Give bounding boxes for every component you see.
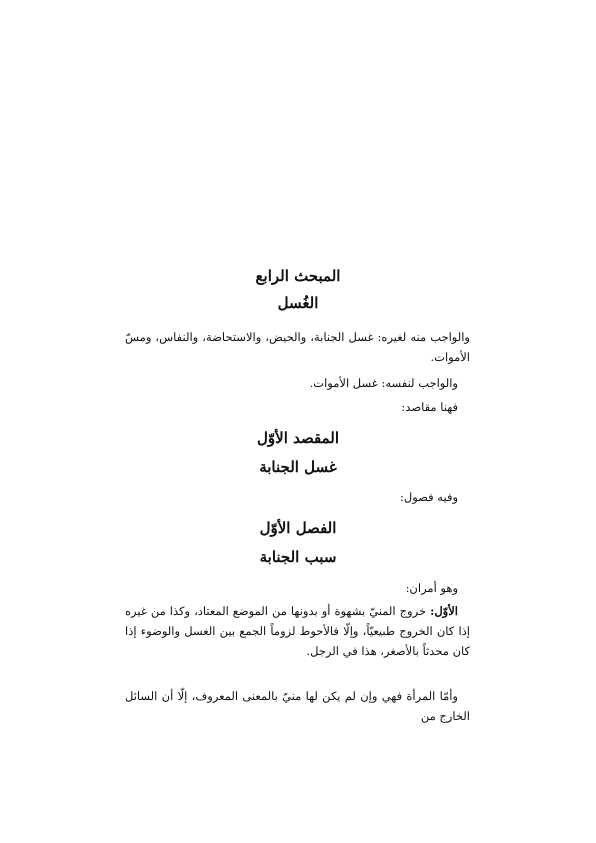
purpose-title: غسل الجنابة bbox=[259, 458, 337, 476]
purpose-intro: وفيه فصول: bbox=[400, 490, 458, 504]
section-title: الغُسل bbox=[277, 294, 319, 312]
chapter-intro: وهو أمران: bbox=[405, 581, 458, 595]
intro-paragraph-3: فهنا مقاصد: bbox=[401, 400, 458, 414]
purpose-heading: المقصد الأوّل bbox=[257, 429, 339, 447]
item-1-text: خروج المنيّ بشهوة أو بدونها من الموضع المعتاد، وكذا من غيره إذا كان الخروج طبيعيّاً، وإلّا فالأحوط لزوماً الجمع بين الغسل والوضوء إذا كان محدثاً بالأصغر، هذا في الرجل. bbox=[125, 604, 470, 658]
item-1-paragraph bbox=[125, 601, 470, 661]
chapter-heading: الفصل الأوّل bbox=[259, 519, 337, 537]
intro-paragraph-1: والواجب منه لغيره: غسل الجنابة، والحيض، والاستحاضة، والنفاس، ومسّ الأموات. bbox=[125, 330, 470, 364]
item-2-paragraph: وأمّا المرأة فهي وإن لم يكن لها منيّ بالمعنى المعروف، إلّا أن السائل الخارج من bbox=[125, 689, 470, 723]
item-1-label: الأوّل: bbox=[430, 604, 458, 618]
section-heading: المبحث الرابع bbox=[255, 267, 341, 285]
chapter-title: سبب الجنابة bbox=[259, 548, 337, 566]
intro-paragraph-2: والواجب لنفسه: غسل الأموات. bbox=[309, 376, 458, 390]
